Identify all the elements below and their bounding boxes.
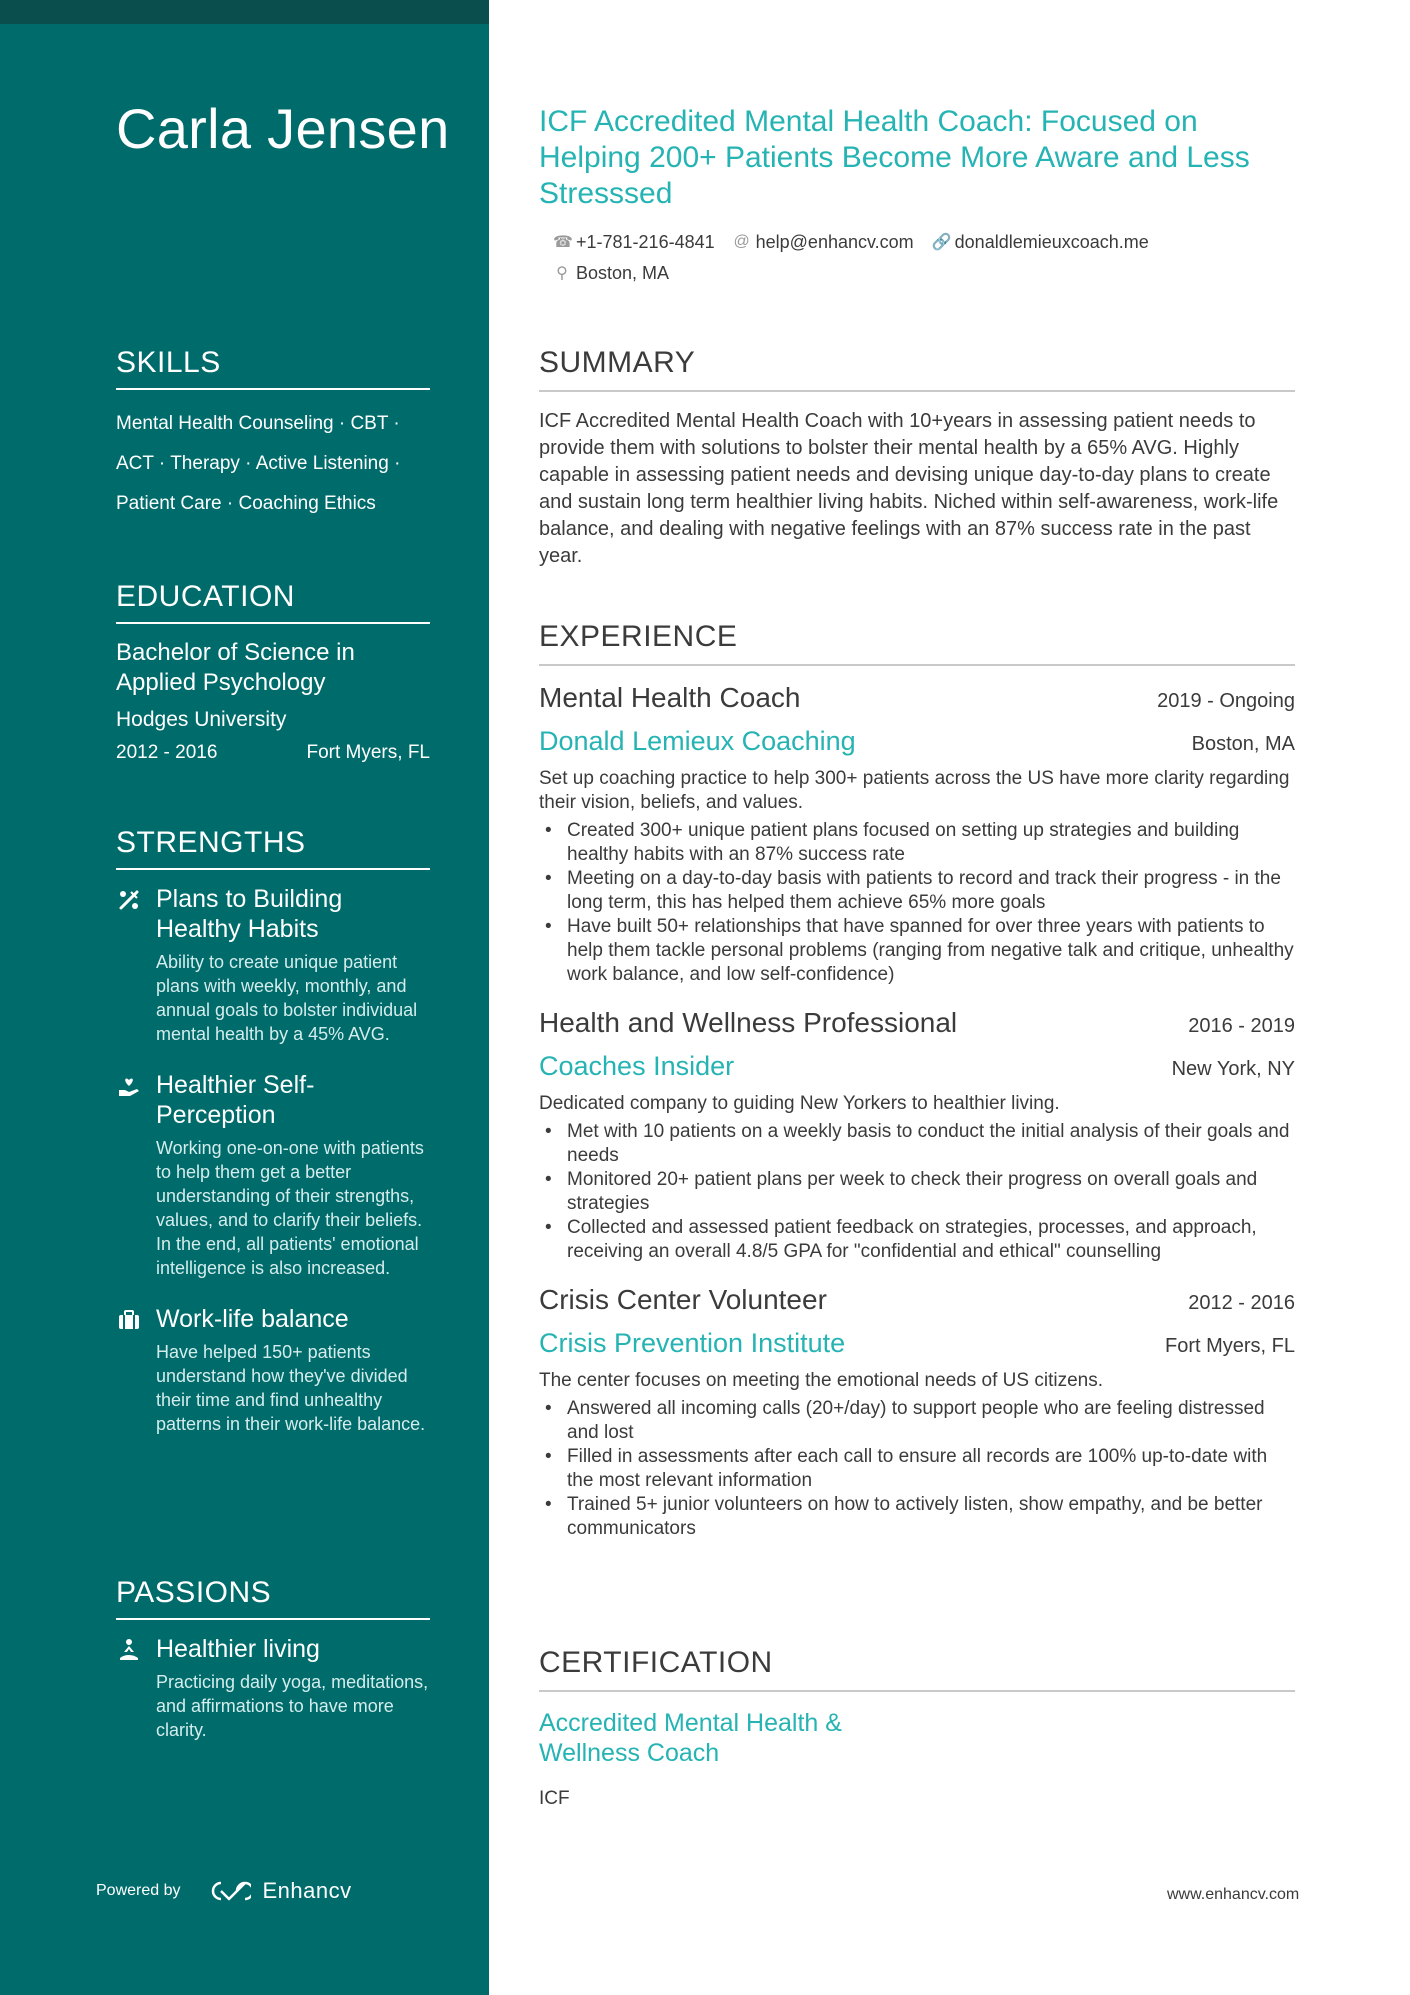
strength-desc: Working one-on-one with patients to help them get a better understanding of their strengths, values, and to clarify their beliefs. In the end, all patients' emotional intelligence is also increased.	[156, 1138, 424, 1278]
hand-heart-icon	[116, 1073, 142, 1099]
experience-title: EXPERIENCE	[539, 620, 1295, 666]
at-icon: @	[733, 233, 750, 250]
job-entry	[539, 1007, 1295, 1264]
medicine-icon	[116, 887, 142, 913]
powered-by-footer	[96, 1878, 352, 1904]
certification-title: CERTIFICATION	[539, 1646, 1295, 1692]
job-bullet: • Trained 5+ junior volunteers on how to actively listen, show empathy, and be better communicators	[539, 1493, 1295, 1541]
contact-email[interactable]	[733, 232, 914, 253]
education-degree: Bachelor of Science in Applied Psychology	[116, 639, 355, 696]
job-location: New York, NY	[1171, 1058, 1295, 1080]
enhancv-logo-icon	[207, 1879, 251, 1903]
certification-issuer: ICF	[539, 1788, 570, 1809]
contact-phone[interactable]	[553, 232, 715, 253]
passions-section	[116, 1576, 430, 1766]
education-school: Hodges University	[116, 708, 287, 731]
job-bullet: • Monitored 20+ patient plans per week to check their progress on overall goals and strategies	[539, 1168, 1295, 1216]
certification-name: Accredited Mental Health & Wellness Coach	[539, 1709, 842, 1767]
strength-title: Healthier Self-Perception	[156, 1071, 315, 1129]
skills-title: SKILLS	[116, 346, 430, 390]
passion-item	[116, 1634, 430, 1742]
powered-by-label: Powered by	[96, 1882, 181, 1899]
strength-item	[116, 1304, 430, 1436]
job-company: Coaches Insider	[539, 1051, 735, 1081]
job-bullet: • Met with 10 patients on a weekly basis to conduct the initial analysis of their goals and needs	[539, 1120, 1295, 1168]
location-pin-icon: ⚲	[556, 265, 568, 282]
job-title: Mental Health Coach	[539, 682, 801, 713]
skills-line: Patient Care · Coaching Ethics	[116, 493, 376, 514]
location-text: Boston, MA	[576, 262, 670, 283]
contact-info	[553, 230, 1293, 292]
contact-line	[553, 261, 1293, 285]
job-bullets	[539, 1397, 1295, 1541]
job-description: Set up coaching practice to help 300+ patients across the US have more clarity regarding their vision, beliefs, and values.	[539, 768, 1290, 813]
candidate-name: Carla Jensen	[116, 97, 450, 160]
briefcase-icon	[116, 1307, 142, 1333]
education-section	[116, 580, 430, 764]
experience-section	[539, 620, 1295, 1561]
job-location: Boston, MA	[1191, 733, 1295, 755]
yoga-icon	[116, 1637, 142, 1663]
education-meta	[116, 742, 430, 764]
job-description: The center focuses on meeting the emotional needs of US citizens.	[539, 1370, 1103, 1391]
email-text: help@enhancv.com	[755, 231, 914, 252]
job-title: Crisis Center Volunteer	[539, 1284, 827, 1315]
summary-text: ICF Accredited Mental Health Coach with 10+years in assessing patient needs to provide them with solutions to bolster their mental health by a 65% AVG. Highly capable in assessing patient needs and devising unique day-to-day plans to create and sustain long term healthier living habits. Niched within self-awareness, work-life balance, and dealing with negative feelings with an 87% success rate in the past year.	[539, 410, 1279, 567]
resume-headline: ICF Accredited Mental Health Coach: Focused on Helping 200+ Patients Become More Aware and Less Stresssed	[539, 105, 1250, 210]
job-dates: 2012 - 2016	[1188, 1292, 1295, 1314]
job-company: Crisis Prevention Institute	[539, 1328, 846, 1358]
job-bullets	[539, 1120, 1295, 1264]
job-dates: 2019 - Ongoing	[1157, 690, 1295, 712]
contact-line	[553, 230, 1293, 254]
passion-desc: Practicing daily yoga, meditations, and affirmations to have more clarity.	[156, 1672, 429, 1740]
strengths-title: STRENGTHS	[116, 826, 430, 870]
job-bullet: • Filled in assessments after each call to ensure all records are 100% up-to-date with the most relevant information	[539, 1445, 1295, 1493]
summary-section	[539, 346, 1295, 570]
skills-line: Mental Health Counseling · CBT ·	[116, 413, 400, 434]
job-description: Dedicated company to guiding New Yorkers to healthier living.	[539, 1093, 1060, 1114]
contact-location	[553, 263, 669, 284]
education-title: EDUCATION	[116, 580, 430, 624]
footer-url[interactable]: www.enhancv.com	[1167, 1886, 1300, 1903]
strength-item	[116, 1070, 430, 1280]
strength-title: Work-life balance	[156, 1305, 349, 1333]
job-bullets	[539, 819, 1295, 987]
phone-text: +1-781-216-4841	[576, 231, 715, 252]
strength-desc: Have helped 150+ patients understand how they've divided their time and find unhealthy patterns in their work-life balance.	[156, 1342, 426, 1434]
strengths-section	[116, 826, 430, 1460]
skills-line: ACT · Therapy · Active Listening ·	[116, 453, 401, 474]
passions-title: PASSIONS	[116, 1576, 430, 1620]
job-bullet: • Have built 50+ relationships that have spanned for over three years with patients to help them tackle personal problems (ranging from negative talk and critique, unhealthy work balance, and low self-confidence)	[539, 915, 1295, 987]
contact-website[interactable]	[932, 232, 1149, 253]
job-bullet: • Answered all incoming calls (20+/day) to support people who are feeling distressed and lost	[539, 1397, 1295, 1445]
sidebar-top-bar	[0, 0, 489, 24]
education-dates: 2012 - 2016	[116, 742, 218, 763]
job-dates: 2016 - 2019	[1188, 1015, 1295, 1037]
passion-title: Healthier living	[156, 1635, 320, 1663]
job-company: Donald Lemieux Coaching	[539, 726, 856, 756]
job-title: Health and Wellness Professional	[539, 1007, 958, 1038]
job-bullet: • Meeting on a day-to-day basis with patients to record and track their progress - in the long term, this has helped them achieve 65% more goals	[539, 867, 1295, 915]
website-text: donaldlemieuxcoach.me	[954, 231, 1149, 252]
link-icon: 🔗	[931, 234, 952, 251]
job-bullet: • Collected and assessed patient feedback on strategies, processes, and approach, receiving an overall 4.8/5 GPA for "confidential and ethical" counselling	[539, 1216, 1295, 1264]
job-entry	[539, 682, 1295, 987]
strength-desc: Ability to create unique patient plans with weekly, monthly, and annual goals to bolster individual mental health by a 45% AVG.	[156, 952, 418, 1044]
skills-section	[116, 346, 430, 524]
education-location: Fort Myers, FL	[306, 742, 430, 763]
skills-list	[116, 404, 430, 524]
job-bullet: • Created 300+ unique patient plans focused on setting up strategies and building healthy habits with an 87% success rate	[539, 819, 1295, 867]
job-location: Fort Myers, FL	[1164, 1335, 1295, 1357]
phone-icon: ☎	[553, 234, 573, 251]
enhancv-brand: Enhancv	[262, 1878, 352, 1903]
strength-title: Plans to Building Healthy Habits	[156, 885, 343, 943]
summary-title: SUMMARY	[539, 346, 1295, 392]
job-entry	[539, 1284, 1295, 1541]
certification-section	[539, 1646, 1295, 1810]
strength-item	[116, 884, 430, 1046]
